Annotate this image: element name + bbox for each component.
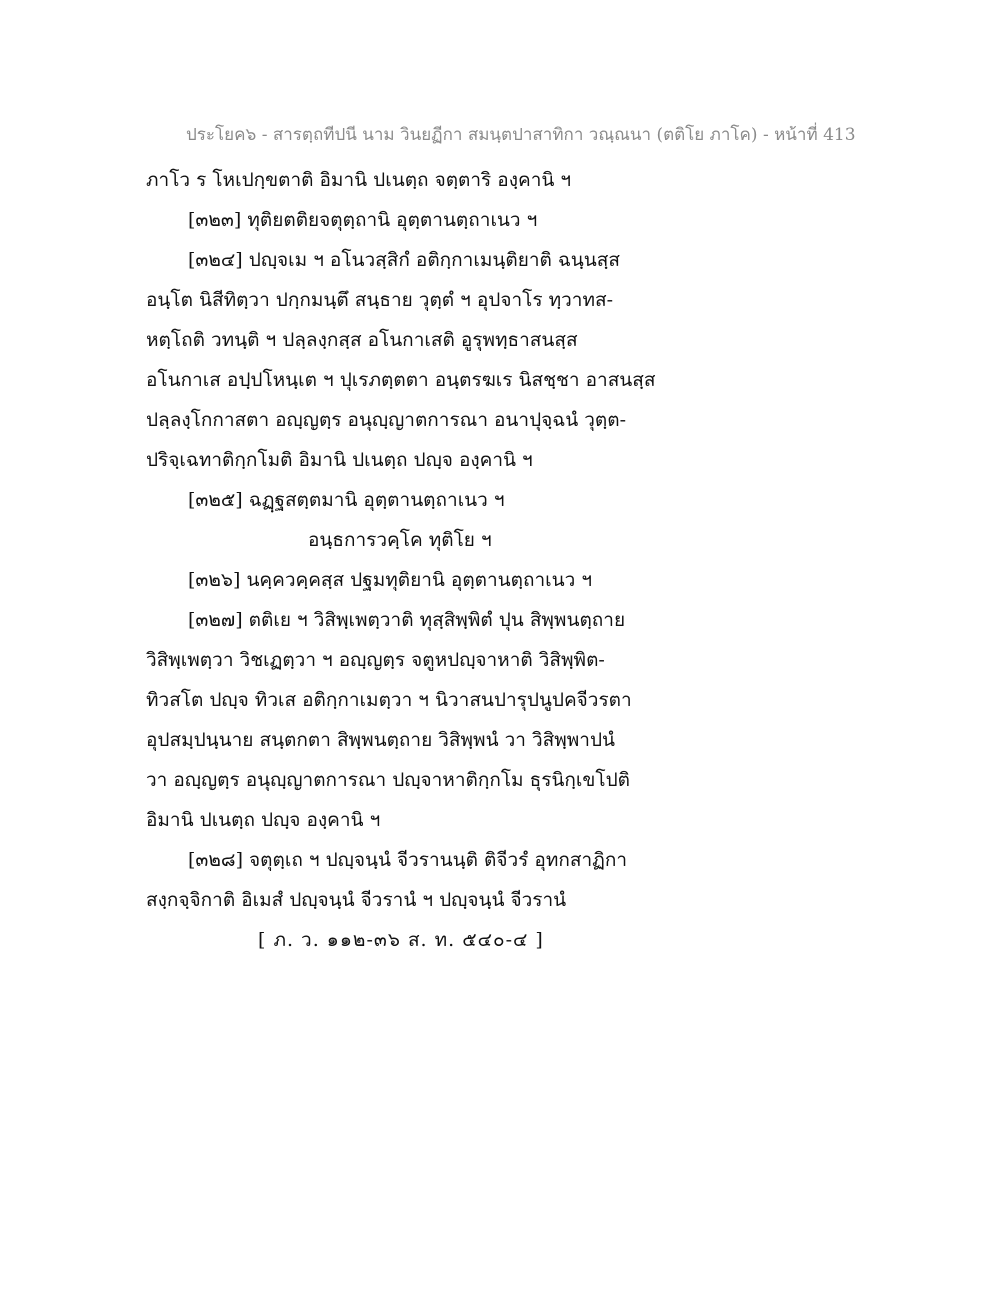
text-line: ภาโว ร โหเปกฺขตาติ อิมานิ ปเนตฺถ จตฺตาริ องฺคานิ ฯ: [146, 169, 572, 191]
text-line: สงฺกจฺจิกาติ อิเมสํ ปญฺจนฺนํ จีวรานํ ฯ ปญฺจนฺนํ จีวรานํ: [146, 889, 567, 911]
reference-note: [ ภ. ว. ๑๑๒-๓๖ ส. ท. ๕๔๐-๔ ]: [258, 929, 544, 951]
text-line: อโนกาเส อปฺปโหนฺเต ฯ ปุเรภตฺตตา อนฺตรฆเร นิสชฺชา อาสนสฺส: [146, 369, 656, 391]
text-line: วา อญฺญตฺร อนุญฺญาตการณา ปญฺจาหาติกฺกโม ธุรนิกฺเขโปติ: [146, 769, 630, 791]
text-line: ทิวสโต ปญฺจ ทิวเส อติกฺกาเมตฺวา ฯ นิวาสนปารุปนูปคจีวรตา: [146, 689, 632, 711]
paragraph-326: [๓๒๖] นคฺควคฺคสฺส ปฐมทุติยานิ อุตฺตานตฺถาเนว ฯ: [188, 569, 593, 591]
text-line: หตฺโถติ วทนฺติ ฯ ปลฺลงฺกสฺส อโนกาเสติ อูรุพทฺธาสนสฺส: [146, 329, 578, 351]
paragraph-327-start: [๓๒๗] ตติเย ฯ วิสิพฺเพตฺวาติ ทุสฺสิพฺพิตํ ปุน สิพฺพนตฺถาย: [188, 609, 626, 631]
text-line: ปริจฺเฉทาติกฺกโมติ อิมานิ ปเนตฺถ ปญฺจ องฺคานิ ฯ: [146, 449, 533, 471]
text-line: อุปสมฺปนฺนาย สนฺตกตา สิพฺพนตฺถาย วิสิพฺพนํ วา วิสิพฺพาปนํ: [146, 729, 616, 751]
body-text: [146, 160, 676, 960]
paragraph-324-start: [๓๒๔] ปญฺจเม ฯ อโนวสฺสิกํ อติกฺกาเมนฺติยาติ ฉนฺนสฺส: [188, 249, 620, 271]
text-line: วิสิพฺเพตฺวา วิชเฏตฺวา ฯ อญฺญตฺร จตูหปญฺจาหาติ วิสิพฺพิต-: [146, 649, 605, 671]
paragraph-323: [๓๒๓] ทุติยตติยจตุตฺถานิ อุตฺตานตฺถาเนว ฯ: [188, 209, 538, 231]
text-line: อิมานิ ปเนตฺถ ปญฺจ องฺคานิ ฯ: [146, 809, 381, 831]
text-line: อนฺโต นิสีทิตฺวา ปกฺกมนฺตึ สนฺธาย วุตฺตํ ฯ อุปจาโร ทฺวาทส-: [146, 289, 614, 311]
text-line: ปลฺลงฺโกกาสตา อญฺญตฺร อนุญฺญาตการณา อนาปุจฺฉนํ วุตฺต-: [146, 409, 627, 431]
section-heading: อนฺธการวคฺโค ทุติโย ฯ: [308, 529, 492, 551]
paragraph-328-start: [๓๒๘] จตุตฺเถ ฯ ปญฺจนฺนํ จีวรานนฺติ ติจีวรํ อุทกสาฏิกา: [188, 849, 628, 871]
paragraph-325: [๓๒๕] ฉฏฺฐสตฺตมานิ อุตฺตานตฺถาเนว ฯ: [188, 489, 505, 511]
page-header: ประโยค๖ - สารตฺถทีปนี นาม วินยฏีกา สมนฺตปาสาทิกา วณฺณนา (ตติโย ภาโค) - หน้าที่ 413: [186, 125, 856, 145]
